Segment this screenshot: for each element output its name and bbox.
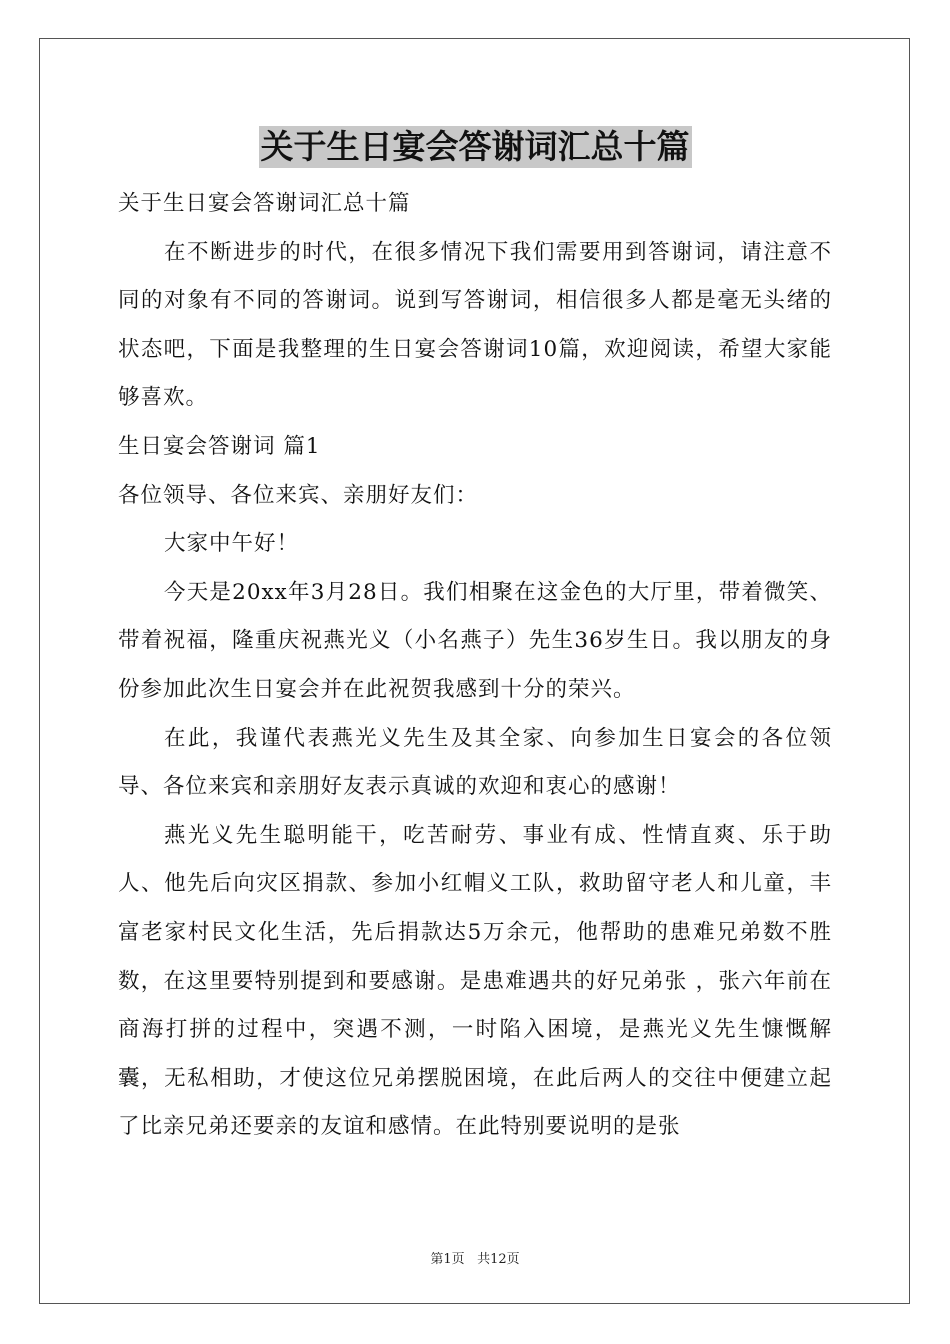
document-title: 关于生日宴会答谢词汇总十篇 — [260, 127, 690, 166]
subtitle-line: 关于生日宴会答谢词汇总十篇 — [118, 191, 411, 216]
page-footer — [0, 1248, 950, 1267]
document-body — [118, 180, 832, 1152]
body-paragraph: 燕光义先生聪明能干，吃苦耐劳、事业有成、性情直爽、乐于助人、他先后向灾区捐款、参加小红帽义工队，救助留守老人和儿童，丰富老家村民文化生活，先后捐款达5万余元，他帮助的患难兄弟数不胜数，在这里要特别提到和要感谢。是患难遇共的好兄弟张 ，张六年前在商海打拼的过程中，突遇不测，一时陷入困境，是燕光义先生慷慨解囊，无私相助，才使这位兄弟摆脱困境，在此后两人的交往中便建立起了比亲兄弟还要亲的友谊和感情。在此特别要说明的是张 — [118, 822, 832, 1140]
page-total: 共12页 — [477, 1252, 520, 1267]
body-paragraph: 在此，我谨代表燕光义先生及其全家、向参加生日宴会的各位领导、各位来宾和亲朋好友表示真诚的欢迎和衷心的感谢！ — [118, 725, 832, 800]
page-number: 第1页 — [430, 1252, 465, 1267]
salutation: 各位领导、各位来宾、亲朋好友们： — [118, 482, 479, 508]
greeting-paragraph: 大家中午好！ — [164, 531, 300, 557]
title-container — [0, 126, 950, 168]
body-paragraph: 今天是20xx年3月28日。我们相聚在这金色的大厅里，带着微笑、带着祝福，隆重庆祝燕光义（小名燕子）先生36岁生日。我以朋友的身份参加此次生日宴会并在此祝贺我感到十分的荣兴。 — [118, 579, 832, 702]
section-heading: 生日宴会答谢词 篇1 — [118, 433, 321, 459]
intro-paragraph: 在不断进步的时代，在很多情况下我们需要用到答谢词，请注意不同的对象有不同的答谢词。说到写答谢词，相信很多人都是毫无头绪的状态吧，下面是我整理的生日宴会答谢词10篇，欢迎阅读，希望大家能够喜欢。 — [118, 239, 832, 411]
